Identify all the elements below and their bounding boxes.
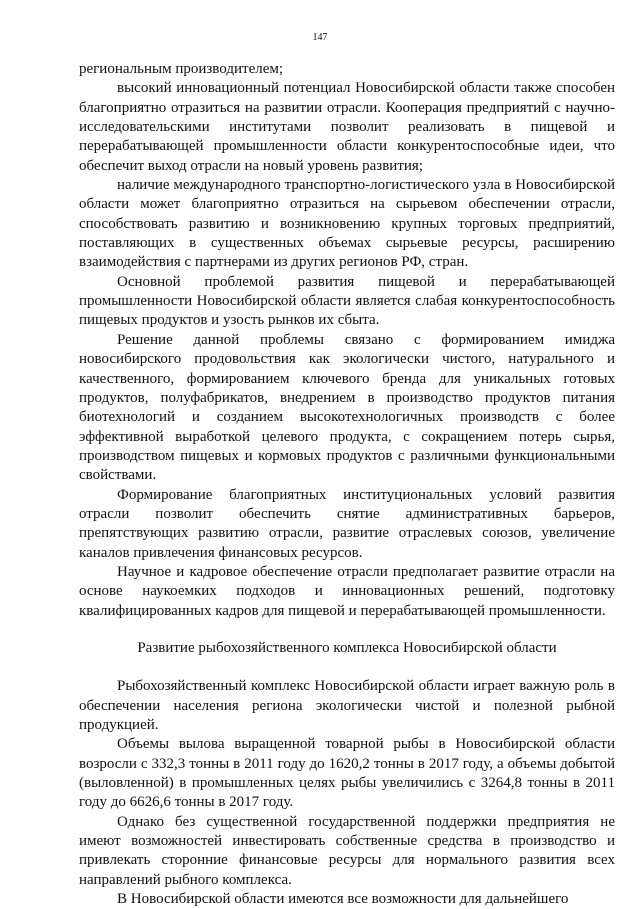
paragraph: Решение данной проблемы связано с формированием имиджа новосибирского продовольствия как экологически чистого, натурального и качественного, формированием ключевого бренда для уникальных готовых продуктов, полуфабрикатов, внедрением в производство продуктов питания биотехнологий и созданием высокотехнологичных производств с более эффективной выработкой целевого продукта, с сокращением потерь сырья, производством пищевых и кормовых продуктов с различными функциональными свойствами. xyxy=(79,331,615,484)
paragraph: Однако без существенной государственной поддержки предприятия не имеют возможностей инвестировать собственные средства в производство и привлекать сторонние финансовые ресурсы для нормального развития всех направлений рыбного комплекса. xyxy=(79,813,615,888)
paragraph: Основной проблемой развития пищевой и перерабатывающей промышленности Новосибирской области является слабая конкурентоспособность пищевых продуктов и узость рынков их сбыта. xyxy=(79,273,615,329)
paragraph: Рыбохозяйственный комплекс Новосибирской области играет важную роль в обеспечении населения региона экологически чистой и полезной рыбной продукцией. xyxy=(79,678,615,733)
paragraph: Объемы вылова выращенной товарной рыбы в Новосибирской области возросли с 332,3 тонны в 2011 году до 1620,2 тонны в 2017 году, а объемы добытой (выловленной) в промышленных целях рыбы увеличились с 3264,8 тонны в 2011 году до 6626,6 тонны в 2017 году. xyxy=(79,736,615,811)
section-heading: Развитие рыбохозяйственного комплекса Новосибирской области xyxy=(137,639,557,656)
document-body xyxy=(79,60,615,909)
paragraph: Научное и кадровое обеспечение отрасли предполагает развитие отрасли на основе наукоемких подходов и инновационных решений, подготовку квалифицированных кадров для пищевой и перерабатывающей промышленности. xyxy=(79,563,615,619)
paragraph: региональным производителем; xyxy=(79,61,284,77)
paragraph: высокий инновационный потенциал Новосибирской области также способен благоприятно отразиться на развитии отрасли. Кооперация предприятий с научно-исследовательскими институтами позволит реализовать в пищевой и перерабатывающей промышленности области конкурентоспособные идеи, что обеспечит выход отрасли на новый уровень развития; xyxy=(79,80,615,174)
paragraph: Формирование благоприятных институциональных условий развития отрасли позволит обеспечить снятие административных барьеров, препятствующих развитию отрасли, развитие отраслевых союзов, увеличение каналов привлечения финансовых ресурсов. xyxy=(79,486,615,561)
paragraph: наличие международного транспортно-логистического узла в Новосибирской области может благоприятно отразиться на сырьевом обеспечении отрасли, способствовать развитию и возникновению крупных торговых предприятий, поставляющих в существенных объемах сырьевые ресурсы, расширению взаимодействия с партнерами из других регионов РФ, стран. xyxy=(79,177,615,271)
paragraph: В Новосибирской области имеются все возможности для дальнейшего xyxy=(117,891,569,908)
page-number: 147 xyxy=(312,32,328,43)
